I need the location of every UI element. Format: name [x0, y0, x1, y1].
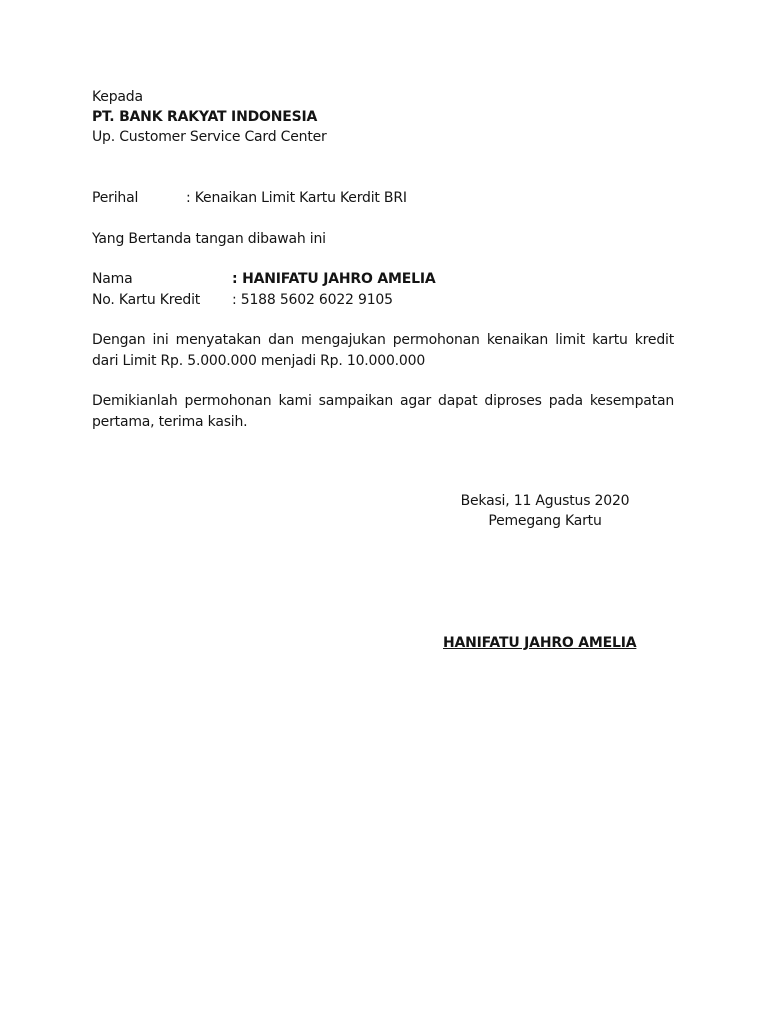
card-number-label: No. Kartu Kredit [92, 292, 201, 308]
subject-label: Perihal [92, 190, 139, 206]
recipient-company: PT. BANK RAKYAT INDONESIA [92, 109, 318, 125]
card-number-row [92, 290, 393, 310]
place-date: Bekasi, 11 Agustus 2020 [460, 493, 630, 509]
recipient-attention: Up. Customer Service Card Center [92, 129, 327, 145]
request-paragraph-line-1: Dengan ini menyatakan dan mengajukan permohonan kenaikan limit kartu kredit [92, 332, 674, 348]
greeting: Kepada [92, 89, 143, 105]
name-row [92, 269, 435, 289]
intro-text: Yang Bertanda tangan dibawah ini [92, 231, 326, 247]
name-label: Nama [92, 271, 133, 287]
signatory-role: Pemegang Kartu [488, 513, 602, 529]
closing-paragraph [92, 391, 674, 433]
subject-value: : Kenaikan Limit Kartu Kerdit BRI [186, 190, 407, 206]
subject-line [92, 188, 407, 208]
name-value: : HANIFATU JAHRO AMELIA [232, 271, 436, 287]
closing-paragraph-line-1: Demikianlah permohonan kami sampaikan agar dapat diproses pada kesempatan [92, 393, 674, 409]
signatory-name: HANIFATU JAHRO AMELIA [443, 635, 637, 651]
request-paragraph-line-2: dari Limit Rp. 5.000.000 menjadi Rp. 10.000.000 [92, 353, 426, 369]
request-paragraph [92, 330, 674, 372]
card-number-value: : 5188 5602 6022 9105 [232, 292, 393, 308]
closing-paragraph-line-2: pertama, terima kasih. [92, 414, 248, 430]
sign-block [420, 491, 670, 531]
